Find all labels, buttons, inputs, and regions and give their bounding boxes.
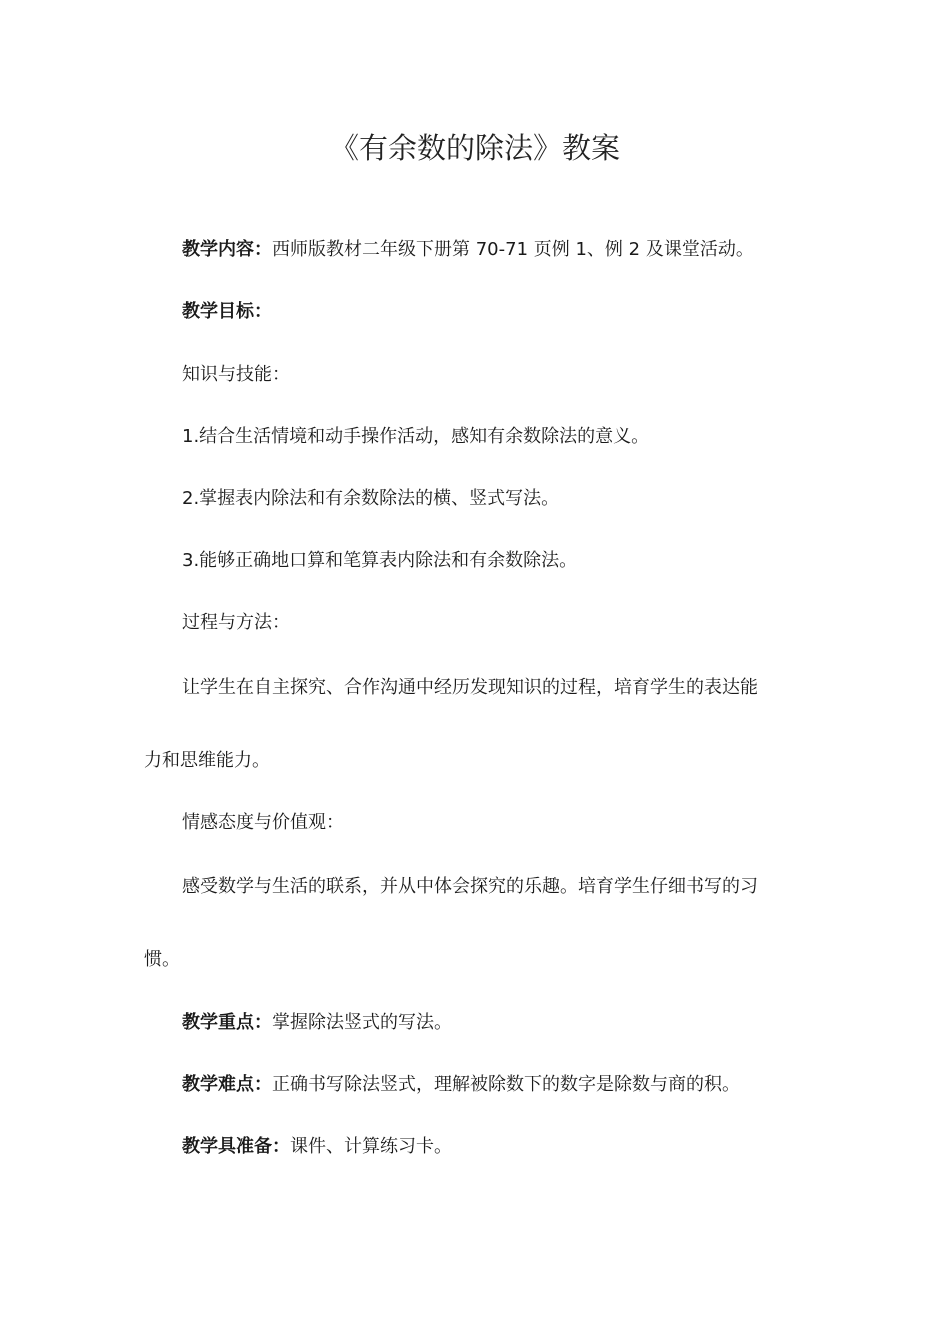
process-paragraph-line-2: 力和思维能力。 xyxy=(144,750,270,771)
teaching-difficulty-text: 正确书写除法竖式，理解被除数下的数字是除数与商的积。 xyxy=(272,1074,740,1095)
attitude-heading: 情感态度与价值观： xyxy=(182,812,344,833)
teaching-prep-label: 教学具准备： xyxy=(182,1136,290,1157)
attitude-paragraph-line-2: 惯。 xyxy=(144,949,180,970)
teaching-prep-line xyxy=(182,1134,452,1160)
teaching-key-label: 教学重点： xyxy=(182,1012,272,1033)
process-paragraph-line-1: 让学生在自主探究、合作沟通中经历发现知识的过程，培育学生的表达能 xyxy=(182,677,758,698)
page-title: 《有余数的除法》教案 xyxy=(329,131,620,165)
knowledge-item-3: 3.能够正确地口算和笔算表内除法和有余数除法。 xyxy=(182,550,578,571)
teaching-prep-text: 课件、计算练习卡。 xyxy=(290,1136,452,1157)
knowledge-heading: 知识与技能： xyxy=(182,364,290,385)
teaching-key-text: 掌握除法竖式的写法。 xyxy=(272,1012,452,1033)
teaching-goals-label: 教学目标： xyxy=(182,301,272,322)
process-heading: 过程与方法： xyxy=(182,612,290,633)
teaching-content-label: 教学内容： xyxy=(182,239,272,260)
knowledge-item-2: 2.掌握表内除法和有余数除法的横、竖式写法。 xyxy=(182,488,560,509)
teaching-content-text: 西师版教材二年级下册第 70-71 页例 1、例 2 及课堂活动。 xyxy=(272,239,754,260)
teaching-difficulty-line xyxy=(182,1072,740,1098)
teaching-key-line xyxy=(182,1010,452,1036)
attitude-paragraph-line-1: 感受数学与生活的联系，并从中体会探究的乐趣。培育学生仔细书写的习 xyxy=(182,876,758,897)
teaching-content-line xyxy=(182,237,754,263)
teaching-difficulty-label: 教学难点： xyxy=(182,1074,272,1095)
knowledge-item-1: 1.结合生活情境和动手操作活动，感知有余数除法的意义。 xyxy=(182,426,650,447)
